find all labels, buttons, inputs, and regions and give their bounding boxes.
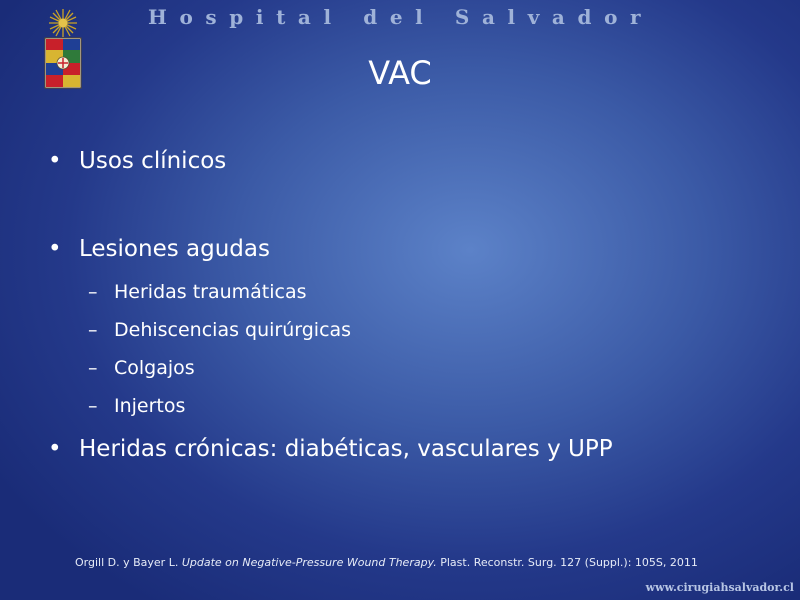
sub-bullet-text: Colgajos (114, 357, 195, 379)
sub-bullet-item (88, 395, 185, 417)
bullet-item (48, 236, 270, 262)
citation-article-title: Update on Negative-Pressure Wound Therapy. (181, 556, 437, 569)
citation (75, 556, 698, 569)
sub-bullet-item (88, 319, 351, 341)
sub-bullet-text: Heridas traumáticas (114, 281, 307, 303)
citation-authors: Orgill D. y Bayer L. (75, 556, 179, 569)
sub-bullet-item (88, 357, 195, 379)
sub-bullet-dash: – (88, 281, 98, 303)
bullet-text: Heridas crónicas: diabéticas, vasculares y UPP (79, 436, 613, 462)
bullet-item (48, 436, 613, 462)
bullet-dot: • (48, 148, 62, 174)
bullet-item (48, 148, 226, 174)
citation-source: Plast. Reconstr. Surg. 127 (Suppl.): 105S, 2011 (440, 556, 698, 569)
bullet-text: Lesiones agudas (79, 236, 270, 262)
hospital-crest-icon (38, 6, 88, 92)
bullet-dot: • (48, 436, 62, 462)
website-url: www.cirugiahsalvador.cl (645, 581, 794, 594)
slide-title: VAC (368, 54, 432, 92)
sub-bullet-dash: – (88, 319, 98, 341)
header-title: Hospital del Salvador (148, 5, 654, 29)
sub-bullet-text: Dehiscencias quirúrgicas (114, 319, 352, 341)
bullet-dot: • (48, 236, 62, 262)
bullet-text: Usos clínicos (79, 148, 227, 174)
sub-bullet-item (88, 281, 307, 303)
sub-bullet-dash: – (88, 395, 98, 417)
sub-bullet-dash: – (88, 357, 98, 379)
sub-bullet-text: Injertos (114, 395, 186, 417)
